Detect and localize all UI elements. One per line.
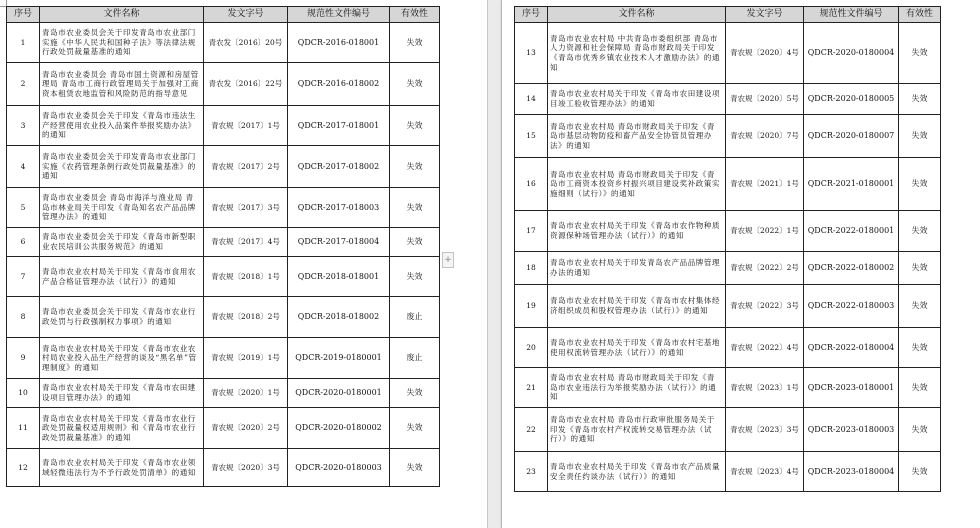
row-number: 2 (7, 63, 40, 106)
table-row (515, 23, 941, 84)
regulation-code-cell: QDCR-2017-018001 (288, 106, 390, 146)
header-doc-number: 发文字号 (204, 7, 288, 23)
regulation-code-cell: QDCR-2017-018004 (288, 228, 390, 257)
doc-number-cell: 青农规〔2023〕1号 (726, 368, 804, 408)
row-number: 14 (515, 84, 548, 115)
validity-cell: 失效 (390, 257, 440, 297)
file-name-cell: 青岛市农业委员会关于印发青岛市农业部门实施《中华人民共和国种子法》等法律法规行政处罚裁量基准的通知 (40, 23, 204, 63)
table-row (7, 146, 440, 188)
validity-cell: 失效 (390, 408, 440, 449)
file-name-cell: 青岛市农业农村局关于印发《青岛市农田建设项目管理办法》的通知 (40, 379, 204, 408)
file-name-cell: 青岛市农业农村局关于印发《青岛市食用农产品合格证管理办法（试行）》的通知 (40, 257, 204, 297)
file-name-cell: 青岛市农业农村局关于印发《青岛市农业行政处罚裁量权适用规则》和《青岛市农业行政处罚裁量基准》的通知 (40, 408, 204, 449)
validity-cell: 废止 (390, 297, 440, 338)
file-name-cell: 青岛市农业农村局 青岛市财政局关于印发《青岛市农业违法行为举报奖励办法（试行）》的通知 (548, 368, 726, 408)
header-file-name: 文件名称 (40, 7, 204, 23)
row-number: 3 (7, 106, 40, 146)
table-row (515, 115, 941, 158)
row-number: 15 (515, 115, 548, 158)
regulation-code-cell: QDCR-2022-0180004 (804, 328, 899, 368)
header-doc-number: 发文字号 (726, 7, 804, 23)
file-name-cell: 青岛市农业委员会关于印发《青岛市新型职业农民培训公共服务规范》的通知 (40, 228, 204, 257)
row-number: 6 (7, 228, 40, 257)
file-name-cell: 青岛市农业农村局关于印发《青岛市农村宅基地使用权流转管理办法（试行）》的通知 (548, 328, 726, 368)
table-add-handle-icon[interactable]: + (442, 252, 454, 268)
regulation-code-cell: QDCR-2023-0180004 (804, 452, 899, 492)
header-validity: 有效性 (390, 7, 440, 23)
validity-cell: 失效 (899, 252, 941, 285)
table-row (515, 408, 941, 452)
table-row (7, 297, 440, 338)
file-name-cell: 青岛市农业委员会关于印发青岛市农业部门实施《农药管理条例行政处罚裁量基准》的通知 (40, 146, 204, 188)
doc-number-cell: 青农发〔2016〕22号 (204, 63, 288, 106)
doc-number-cell: 青农发〔2016〕20号 (204, 23, 288, 63)
regulation-code-cell: QDCR-2020-0180007 (804, 115, 899, 158)
row-number: 22 (515, 408, 548, 452)
validity-cell: 失效 (899, 408, 941, 452)
regulation-code-cell: QDCR-2018-018001 (288, 257, 390, 297)
doc-number-cell: 青农规〔2020〕2号 (204, 408, 288, 449)
file-name-cell: 青岛市农业委员会 青岛市海洋与渔业局 青岛市林业局关于印发《青岛知名农产品品牌管理办法》的通知 (40, 188, 204, 228)
table-row (7, 257, 440, 297)
table-row (515, 328, 941, 368)
validity-cell: 失效 (390, 188, 440, 228)
table-row (7, 408, 440, 449)
doc-number-cell: 青农规〔2020〕4号 (726, 23, 804, 84)
file-name-cell: 青岛市农业农村局关于印发《青岛市农村集体经济组织成员和股权管理办法（试行）》的通知 (548, 285, 726, 328)
validity-cell: 失效 (390, 379, 440, 408)
file-name-cell: 青岛市农业农村局关于印发《青岛市农业领域轻微违法行为不予行政处罚清单》的通知 (40, 449, 204, 487)
table-header-row (7, 7, 440, 23)
regulation-code-cell: QDCR-2022-0180001 (804, 211, 899, 252)
regulation-code-cell: QDCR-2022-0180003 (804, 285, 899, 328)
row-number: 4 (7, 146, 40, 188)
table-row (7, 188, 440, 228)
header-regulation-code: 规范性文件编号 (804, 7, 899, 23)
table-row (7, 228, 440, 257)
table-header-row (515, 7, 941, 23)
table-row (515, 158, 941, 211)
row-number: 16 (515, 158, 548, 211)
doc-number-cell: 青农规〔2020〕5号 (726, 84, 804, 115)
table-row (515, 84, 941, 115)
regulation-code-cell: QDCR-2017-018003 (288, 188, 390, 228)
table-row (7, 338, 440, 379)
table-row (515, 368, 941, 408)
row-number: 17 (515, 211, 548, 252)
row-number: 19 (515, 285, 548, 328)
header-regulation-code: 规范性文件编号 (288, 7, 390, 23)
table-row (515, 211, 941, 252)
table-row (7, 63, 440, 106)
file-name-cell: 青岛市农业委员会关于印发《青岛市违法生产经营使用农业投入品案件举报奖励办法》的通知 (40, 106, 204, 146)
doc-number-cell: 青农规〔2021〕1号 (726, 158, 804, 211)
regulation-code-cell: QDCR-2019-0180001 (288, 338, 390, 379)
header-validity: 有效性 (899, 7, 941, 23)
doc-number-cell: 青农规〔2017〕4号 (204, 228, 288, 257)
doc-number-cell: 青农规〔2020〕3号 (204, 449, 288, 487)
doc-number-cell: 青农规〔2017〕3号 (204, 188, 288, 228)
regulation-code-cell: QDCR-2023-0180003 (804, 408, 899, 452)
file-name-cell: 青岛市农业农村局 青岛市财政局关于印发《青岛市工商资本投资乡村振兴项目建设奖补政策实施细则（试行）》的通知 (548, 158, 726, 211)
regulation-code-cell: QDCR-2020-0180002 (288, 408, 390, 449)
doc-number-cell: 青农规〔2022〕1号 (726, 211, 804, 252)
file-name-cell: 青岛市农业农村局关于印发《青岛市农产品质量安全责任约谈办法（试行）》的通知 (548, 452, 726, 492)
doc-number-cell: 青农规〔2020〕7号 (726, 115, 804, 158)
file-name-cell: 青岛市农业农村局 青岛市财政局关于印发《青岛市基层动物防疫和畜产品安全协管员管理办法》的通知 (548, 115, 726, 158)
row-number: 1 (7, 23, 40, 63)
file-name-cell: 青岛市农业农村局 中共青岛市委组织部 青岛市人力资源和社会保障局 青岛市财政局关于印发《青岛市优秀乡镇农业技术人才激励办法》的通知 (548, 23, 726, 84)
table-row (515, 252, 941, 285)
doc-number-cell: 青农规〔2022〕2号 (726, 252, 804, 285)
file-name-cell: 青岛市农业农村局关于印发青岛农产品品牌管理办法的通知 (548, 252, 726, 285)
page-left (0, 0, 487, 528)
file-name-cell: 青岛市农业农村局关于印发《青岛市农田建设项目竣工验收管理办法》的通知 (548, 84, 726, 115)
validity-cell: 失效 (899, 115, 941, 158)
regulation-code-cell: QDCR-2020-0180001 (288, 379, 390, 408)
regulation-code-cell: QDCR-2017-018002 (288, 146, 390, 188)
validity-cell: 失效 (390, 63, 440, 106)
doc-number-cell: 青农规〔2018〕2号 (204, 297, 288, 338)
header-file-name: 文件名称 (548, 7, 726, 23)
row-number: 9 (7, 338, 40, 379)
doc-number-cell: 青农规〔2017〕2号 (204, 146, 288, 188)
file-name-cell: 青岛市农业农村局关于印发《青岛市农业农村局农业投入品生产经营的谈及“黑名单”管理制度》的通知 (40, 338, 204, 379)
doc-number-cell: 青农规〔2017〕1号 (204, 106, 288, 146)
validity-cell: 失效 (899, 328, 941, 368)
doc-number-cell: 青农规〔2020〕1号 (204, 379, 288, 408)
doc-number-cell: 青农规〔2018〕1号 (204, 257, 288, 297)
doc-number-cell: 青农规〔2022〕3号 (726, 285, 804, 328)
doc-number-cell: 青农规〔2023〕4号 (726, 452, 804, 492)
regulation-code-cell: QDCR-2020-0180004 (804, 23, 899, 84)
validity-cell: 失效 (390, 449, 440, 487)
validity-cell: 失效 (390, 146, 440, 188)
row-number: 23 (515, 452, 548, 492)
doc-number-cell: 青农规〔2022〕4号 (726, 328, 804, 368)
table-row (7, 23, 440, 63)
row-number: 11 (7, 408, 40, 449)
table-body-right (515, 23, 941, 492)
table-row (515, 285, 941, 328)
row-number: 5 (7, 188, 40, 228)
validity-cell: 失效 (899, 452, 941, 492)
doc-number-cell: 青农规〔2019〕1号 (204, 338, 288, 379)
validity-cell: 失效 (899, 158, 941, 211)
page-gap (487, 0, 502, 528)
file-name-cell: 青岛市农业农村局关于印发《青岛市农作物种质资源保种场管理办法（试行）》的通知 (548, 211, 726, 252)
validity-cell: 失效 (899, 211, 941, 252)
row-number: 12 (7, 449, 40, 487)
header-no: 序号 (7, 7, 40, 23)
validity-cell: 废止 (390, 338, 440, 379)
validity-cell: 失效 (899, 84, 941, 115)
row-number: 21 (515, 368, 548, 408)
regulation-code-cell: QDCR-2021-0180001 (804, 158, 899, 211)
table-row (7, 449, 440, 487)
validity-cell: 失效 (390, 106, 440, 146)
regulation-table-right (514, 6, 941, 492)
row-number: 7 (7, 257, 40, 297)
validity-cell: 失效 (390, 228, 440, 257)
doc-number-cell: 青农规〔2023〕3号 (726, 408, 804, 452)
row-number: 13 (515, 23, 548, 84)
regulation-code-cell: QDCR-2018-018002 (288, 297, 390, 338)
validity-cell: 失效 (899, 368, 941, 408)
regulation-code-cell: QDCR-2016-018001 (288, 23, 390, 63)
validity-cell: 失效 (390, 23, 440, 63)
regulation-code-cell: QDCR-2020-0180003 (288, 449, 390, 487)
table-body-left (7, 23, 440, 487)
row-number: 20 (515, 328, 548, 368)
table-row (7, 106, 440, 146)
regulation-code-cell: QDCR-2020-0180005 (804, 84, 899, 115)
file-name-cell: 青岛市农业农村局 青岛市行政审批服务局关于印发《青岛市农村产权流转交易管理办法（试行）》的通知 (548, 408, 726, 452)
validity-cell: 失效 (899, 285, 941, 328)
regulation-code-cell: QDCR-2023-0180001 (804, 368, 899, 408)
regulation-table-left (6, 6, 440, 487)
row-number: 18 (515, 252, 548, 285)
validity-cell: 失效 (899, 23, 941, 84)
row-number: 10 (7, 379, 40, 408)
regulation-code-cell: QDCR-2022-0180002 (804, 252, 899, 285)
file-name-cell: 青岛市农业委员会 青岛市国土资源和房屋管理局 青岛市工商行政管理局关于加强对工商资本租赁农地监管和风险防范的指导意见 (40, 63, 204, 106)
table-row (515, 452, 941, 492)
regulation-code-cell: QDCR-2016-018002 (288, 63, 390, 106)
page-right (502, 0, 980, 528)
table-row (7, 379, 440, 408)
row-number: 8 (7, 297, 40, 338)
header-no: 序号 (515, 7, 548, 23)
file-name-cell: 青岛市农业委员会关于印发《青岛市农业行政处罚与行政强制权力事项》的通知 (40, 297, 204, 338)
